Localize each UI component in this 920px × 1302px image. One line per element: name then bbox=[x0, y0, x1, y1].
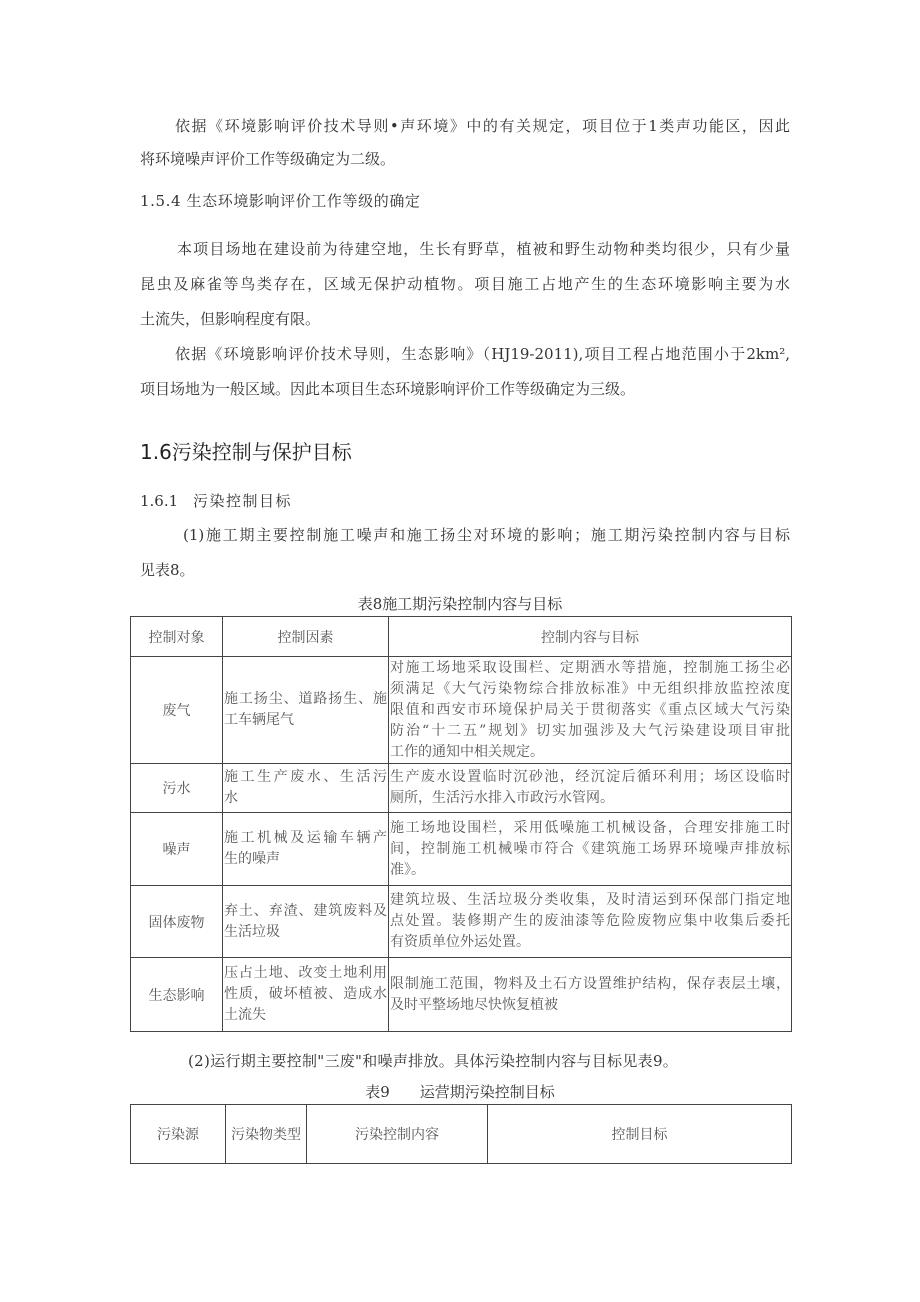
eco-paragraph-2 bbox=[140, 337, 790, 407]
header-control-target: 控制目标 bbox=[488, 1105, 792, 1164]
row-factors bbox=[223, 901, 388, 943]
text-line: 将环境噪声评价工作等级确定为二级。 bbox=[140, 150, 396, 168]
table-8 bbox=[130, 616, 792, 1032]
table-row bbox=[131, 657, 792, 764]
row-factors bbox=[223, 963, 388, 1026]
row-content bbox=[389, 890, 791, 953]
table-8-caption: 表8施工期污染控制内容与目标 bbox=[357, 595, 563, 613]
table-9 bbox=[130, 1104, 792, 1164]
text-line: 须满足《大气污染物综合排放标准》中无组织排放监控浓度 bbox=[390, 680, 790, 697]
row-content bbox=[389, 974, 791, 1016]
text-line: 土流失 bbox=[224, 1007, 266, 1023]
text-line: 生的噪声 bbox=[224, 851, 280, 867]
text-line: 性质，破坏植被、造成水 bbox=[224, 986, 387, 1002]
text-line: 依据《环境影响评价技术导则，生态影响》（HJ19-2011),项目工程占地范围小于2km², bbox=[175, 345, 790, 363]
text-line: 限值和西安市环境保护局关于贯彻落实《重点区域大气污染 bbox=[390, 701, 790, 718]
row-object: 生态影响 bbox=[131, 958, 223, 1032]
construction-paragraph bbox=[140, 518, 790, 588]
section-heading-1-6: 1.6污染控制与保护目标 bbox=[140, 440, 352, 464]
text-line: 对施工场地采取设围栏、定期洒水等措施，控制施工扬尘必 bbox=[390, 659, 790, 676]
text-line: 本项目场地在建设前为待建空地，生长有野草，植被和野生动物种类均很少，只有少量 bbox=[177, 240, 790, 258]
table-header-row bbox=[131, 1105, 792, 1164]
table-row bbox=[131, 958, 792, 1032]
text-line: 土流失，但影响程度有限。 bbox=[140, 310, 321, 328]
row-factors bbox=[223, 767, 388, 809]
text-line: 防治“十二五”规划》切实加强涉及大气污染建设项目审批 bbox=[390, 722, 790, 739]
table-row bbox=[131, 813, 792, 886]
text-line: 有资质单位外运处置。 bbox=[390, 934, 530, 950]
text-line: 厕所，生活污水排入市政污水管网。 bbox=[390, 790, 614, 806]
row-content bbox=[389, 818, 791, 881]
heading-title: 污染控制目标 bbox=[193, 492, 293, 510]
row-object: 噪声 bbox=[131, 813, 223, 886]
header-control-content: 污染控制内容 bbox=[307, 1105, 488, 1164]
heading-number: 1.6.1 bbox=[140, 492, 179, 510]
text-line: 及时平整场地尽快恢复植被 bbox=[390, 996, 558, 1013]
row-object: 污水 bbox=[131, 764, 223, 813]
text-line: 施工机械及运输车辆产 bbox=[224, 830, 387, 846]
row-factors bbox=[223, 828, 388, 870]
text-line: 建筑垃圾、生活垃圾分类收集，及时清运到环保部门指定地 bbox=[390, 892, 790, 908]
header-control-object: 控制对象 bbox=[131, 617, 223, 657]
eco-paragraph-1 bbox=[140, 232, 790, 337]
row-content bbox=[389, 658, 791, 763]
text-line: 弃土、弃渣、建筑废料及 bbox=[224, 902, 387, 919]
row-object: 废气 bbox=[131, 657, 223, 764]
text-line: 间，控制施工机械噪市符合《建筑施工场界环境噪声排放标 bbox=[390, 840, 790, 857]
text-line: 项目场地为一般区域。因此本项目生态环境影响评价工作等级确定为三级。 bbox=[140, 380, 636, 398]
text-line: 点处置。装修期产生的废油漆等危险废物应集中收集后委托 bbox=[390, 913, 790, 929]
header-control-factor: 控制因素 bbox=[223, 617, 389, 657]
text-line: 准》。 bbox=[390, 861, 425, 878]
text-line: 施工扬尘、道路扬生、施 bbox=[224, 691, 387, 707]
text-line: 施工场地设围栏，采用低噪施工机械设备，合理安排施工时 bbox=[390, 819, 790, 836]
text-line: 昆虫及麻雀等鸟类存在，区域无保护动植物。项目施工占地产生的生态环境影响主要为水 bbox=[140, 275, 790, 293]
row-content bbox=[389, 767, 791, 809]
header-pollutant-type: 污染物类型 bbox=[226, 1105, 307, 1164]
header-control-content: 控制内容与目标 bbox=[389, 617, 792, 657]
table-row bbox=[131, 886, 792, 958]
section-heading-1-5-4: 1.5.4 生态环境影响评价工作等级的确定 bbox=[140, 192, 421, 210]
text-line: 施工生产废水、生活污 bbox=[224, 769, 387, 785]
text-line: 限制施工范围，物料及土石方设置维护结构，保存表层土壤， bbox=[390, 975, 790, 992]
text-line: 工车辆尾气 bbox=[224, 712, 294, 728]
table-row bbox=[131, 764, 792, 813]
row-factors bbox=[223, 689, 388, 731]
noise-level-paragraph bbox=[140, 110, 790, 176]
section-heading-1-6-1 bbox=[140, 491, 292, 511]
table-9-caption: 表9 运营期污染控制目标 bbox=[365, 1083, 555, 1101]
text-line: 工作的通知中相关规定。 bbox=[390, 743, 544, 760]
operation-paragraph: (2)运行期主要控制"三废"和噪声排放。具体污染控制内容与目标见表9。 bbox=[188, 1052, 679, 1070]
text-line: 生活垃圾 bbox=[224, 923, 280, 940]
text-line: (1)施工期主要控制施工噪声和施工扬尘对环境的影响；施工期污染控制内容与目标 bbox=[183, 526, 790, 544]
text-line: 依据《环境影响评价技术导则•声环境》中的有关规定，项目位于1类声功能区，因此 bbox=[175, 117, 790, 135]
row-object: 固体废物 bbox=[131, 886, 223, 958]
table-header-row bbox=[131, 617, 792, 657]
header-pollution-source: 污染源 bbox=[131, 1105, 226, 1164]
text-line: 压占土地、改变土地利用 bbox=[224, 965, 387, 981]
text-line: 水 bbox=[224, 790, 238, 806]
text-line: 见表8。 bbox=[140, 561, 195, 579]
text-line: 生产废水设置临时沉砂池，经沉淀后循环利用；场区设临时 bbox=[390, 769, 790, 785]
